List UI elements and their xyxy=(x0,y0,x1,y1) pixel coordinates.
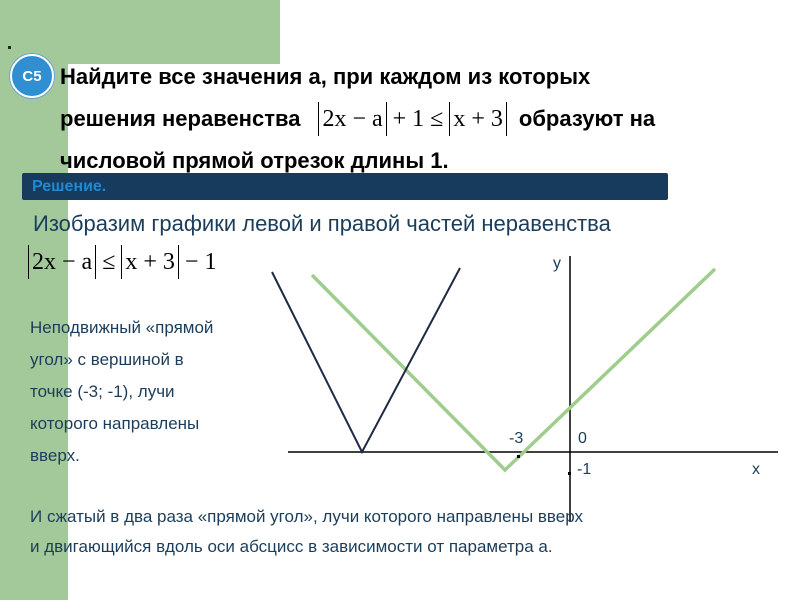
abs-left-2: 2x − a xyxy=(28,245,96,279)
desc-line-3: точке (-3; -1), лучи xyxy=(30,382,175,401)
solution-label: Решение. xyxy=(32,178,107,195)
desc-line-2: угол» с вершиной в xyxy=(30,350,184,369)
lead-text: Изобразим графики левой и правой частей неравенства xyxy=(33,211,611,236)
bottom-text xyxy=(30,502,790,562)
tick-dot-minus3 xyxy=(517,455,520,458)
desc-line-5: вверх. xyxy=(30,446,80,465)
y-axis-label: y xyxy=(553,255,561,272)
problem-line-2-start: решения неравенства xyxy=(60,106,301,131)
problem-badge: С5 xyxy=(10,54,54,98)
inequality2-tail: − 1 xyxy=(178,248,217,275)
bottom-line-2: и двигающийся вдоль оси абсцисс в зависимости от параметра а. xyxy=(30,537,553,556)
problem-line-2-end: образуют на xyxy=(518,106,656,131)
label-minus-3: -3 xyxy=(509,430,524,447)
moving-angle-graph xyxy=(272,268,460,452)
inequality-mid: + 1 ≤ xyxy=(386,106,450,132)
problem-line-3: числовой прямой отрезок длины 1. xyxy=(60,148,449,173)
inequality2-mid: ≤ xyxy=(96,248,122,275)
abs-right: x + 3 xyxy=(449,102,507,136)
bottom-line-1: И сжатый в два раза «прямой угол», лучи которого направлены вверх xyxy=(30,507,583,526)
problem-line-1: Найдите все значения а, при каждом из которых xyxy=(60,64,591,89)
tick-dot-minus1 xyxy=(568,472,571,475)
x-axis-label: x xyxy=(752,461,760,478)
desc-line-4: которого направлены xyxy=(30,414,200,433)
abs-right-2: x + 3 xyxy=(121,245,179,279)
label-minus-1: -1 xyxy=(577,461,592,478)
abs-left: 2x − a xyxy=(318,102,386,136)
desc-line-1: Неподвижный «прямой xyxy=(30,318,214,337)
label-zero: 0 xyxy=(578,430,587,447)
